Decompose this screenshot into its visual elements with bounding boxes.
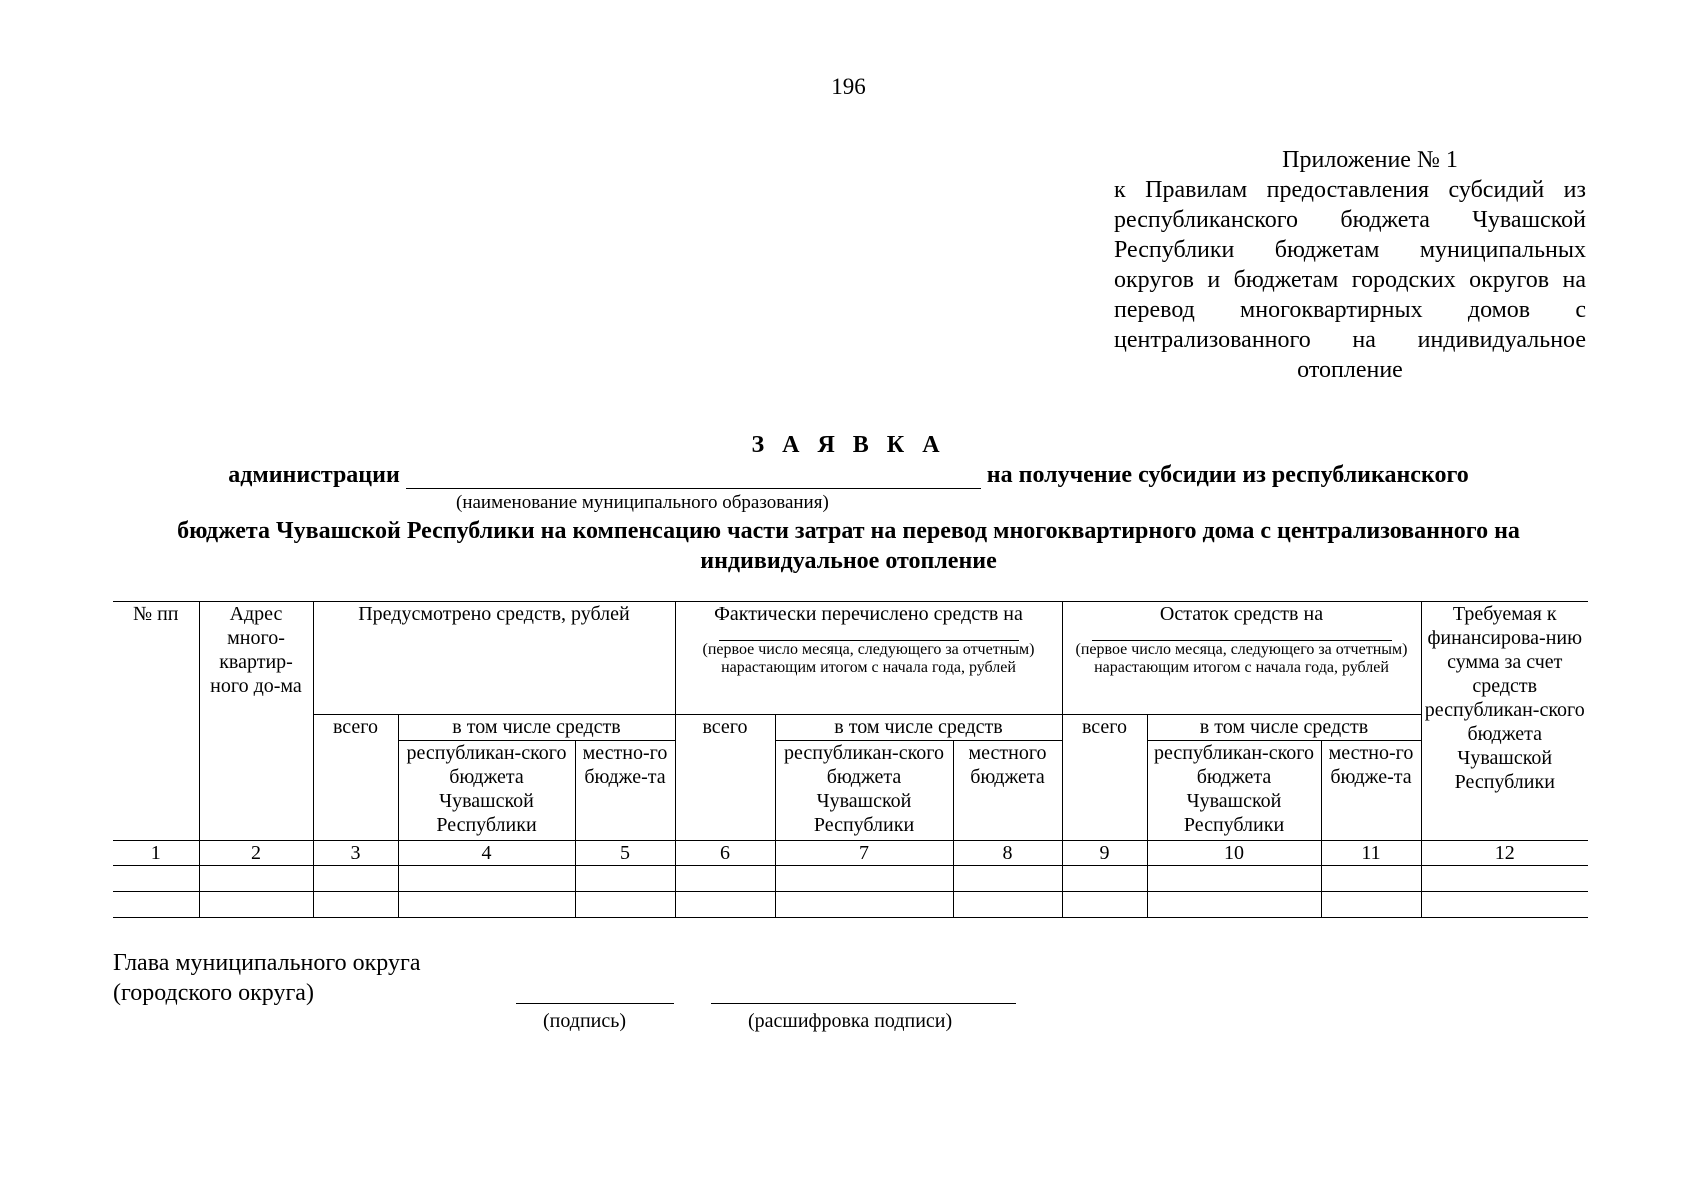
column-number: 12 [1421,841,1588,866]
remainder-title: Остаток средств на [1159,603,1324,625]
head-title-line1: Глава муниципального округа [113,950,421,976]
column-number: 4 [398,841,575,866]
header-planned-local: местно-го бюдже-та [575,741,675,841]
header-transferred-total: всего [675,715,775,841]
request-purpose: бюджета Чувашской Республики на компенсацию части затрат на перевод многоквартирного дома с централизованного на индивидуальное отопление [177,518,1520,574]
table-cell[interactable] [1062,866,1147,892]
header-remainder-total: всего [1062,715,1147,841]
head-of-municipality [113,948,421,1008]
column-number: 10 [1147,841,1321,866]
table-cell[interactable] [113,866,199,892]
table-cell[interactable] [675,892,775,918]
table-cell[interactable] [1321,892,1421,918]
table-cell[interactable] [775,892,953,918]
signature-caption: (подпись) [543,1010,627,1032]
header-transferred-incl: в том числе средств [775,715,1062,741]
administration-line [0,462,1697,489]
table-cell[interactable] [575,892,675,918]
column-number: 7 [775,841,953,866]
table-cell[interactable] [398,892,575,918]
table-cell[interactable] [1147,866,1321,892]
column-number-row [113,841,1588,866]
column-number: 11 [1321,841,1421,866]
table-cell[interactable] [199,892,313,918]
table-cell[interactable] [113,892,199,918]
column-number: 9 [1062,841,1147,866]
table-cell[interactable] [398,866,575,892]
remainder-period-note: (первое число месяца, следующего за отчетным) нарастающим итогом с начала года, рублей [1075,641,1408,676]
header-address: Адрес много-квартир-ного до-ма [199,602,313,841]
table-cell[interactable] [775,866,953,892]
table-cell[interactable] [1321,866,1421,892]
header-required-amount: Требуемая к финансирова-нию сумма за счет средств республикан-ского бюджета Чувашской Республики [1421,602,1588,841]
appendix-title: Приложение № 1 [1282,147,1458,173]
signature-field[interactable] [516,1003,674,1004]
transferred-period-note: (первое число месяца, следующего за отчетным) нарастающим итогом с начала года, рублей [702,641,1035,676]
column-number: 6 [675,841,775,866]
header-remainder-incl: в том числе средств [1147,715,1421,741]
column-number: 5 [575,841,675,866]
header-transferred-funds [675,602,1062,715]
page-number: 196 [831,74,866,99]
table-cell[interactable] [1421,866,1588,892]
table-cell[interactable] [199,866,313,892]
column-number: 1 [113,841,199,866]
document-title: З А Я В К А [751,432,946,458]
header-remainder-local: местно-го бюдже-та [1321,741,1421,841]
remainder-period-field[interactable] [1092,632,1392,641]
admin-prefix: администрации [228,462,400,488]
column-number: 8 [953,841,1062,866]
header-transferred-republic: республикан-ского бюджета Чувашской Республики [775,741,953,841]
header-planned-funds: Предусмотрено средств, рублей [313,602,675,715]
column-number: 3 [313,841,398,866]
request-table [113,601,1588,918]
municipality-name-field[interactable] [406,466,981,489]
header-planned-total: всего [313,715,398,841]
signature-decode-field[interactable] [711,1003,1016,1004]
transferred-title: Фактически перечислено средств на [714,603,1023,625]
table-cell[interactable] [1147,892,1321,918]
head-title-line2: (городского округа) [113,980,314,1006]
table-row [113,866,1588,892]
appendix-block [1114,145,1586,385]
municipality-field-caption: (наименование муниципального образования) [456,492,829,513]
table-cell[interactable] [313,892,398,918]
table-cell[interactable] [1421,892,1588,918]
header-remaining-funds [1062,602,1421,715]
header-row-number: № пп [113,602,199,841]
appendix-body: к Правилам предоставления субсидий из республиканского бюджета Чувашской Республики бюджетам муниципальных округов и бюджетам городских округов на перевод многоквартирных домов с централизованного на индивидуальное отопление [1114,177,1586,383]
column-number: 2 [199,841,313,866]
admin-suffix: на получение субсидии из республиканского [986,462,1469,488]
table-cell[interactable] [313,866,398,892]
table-cell[interactable] [1062,892,1147,918]
table-row [113,892,1588,918]
header-transferred-local: местного бюджета [953,741,1062,841]
table-cell[interactable] [575,866,675,892]
header-planned-incl: в том числе средств [398,715,675,741]
table-cell[interactable] [675,866,775,892]
signature-decode-caption: (расшифровка подписи) [748,1010,953,1032]
table-cell[interactable] [953,892,1062,918]
header-planned-republic: республикан-ского бюджета Чувашской Республики [398,741,575,841]
transferred-period-field[interactable] [719,632,1019,641]
table-cell[interactable] [953,866,1062,892]
header-remainder-republic: республикан-ского бюджета Чувашской Республики [1147,741,1321,841]
